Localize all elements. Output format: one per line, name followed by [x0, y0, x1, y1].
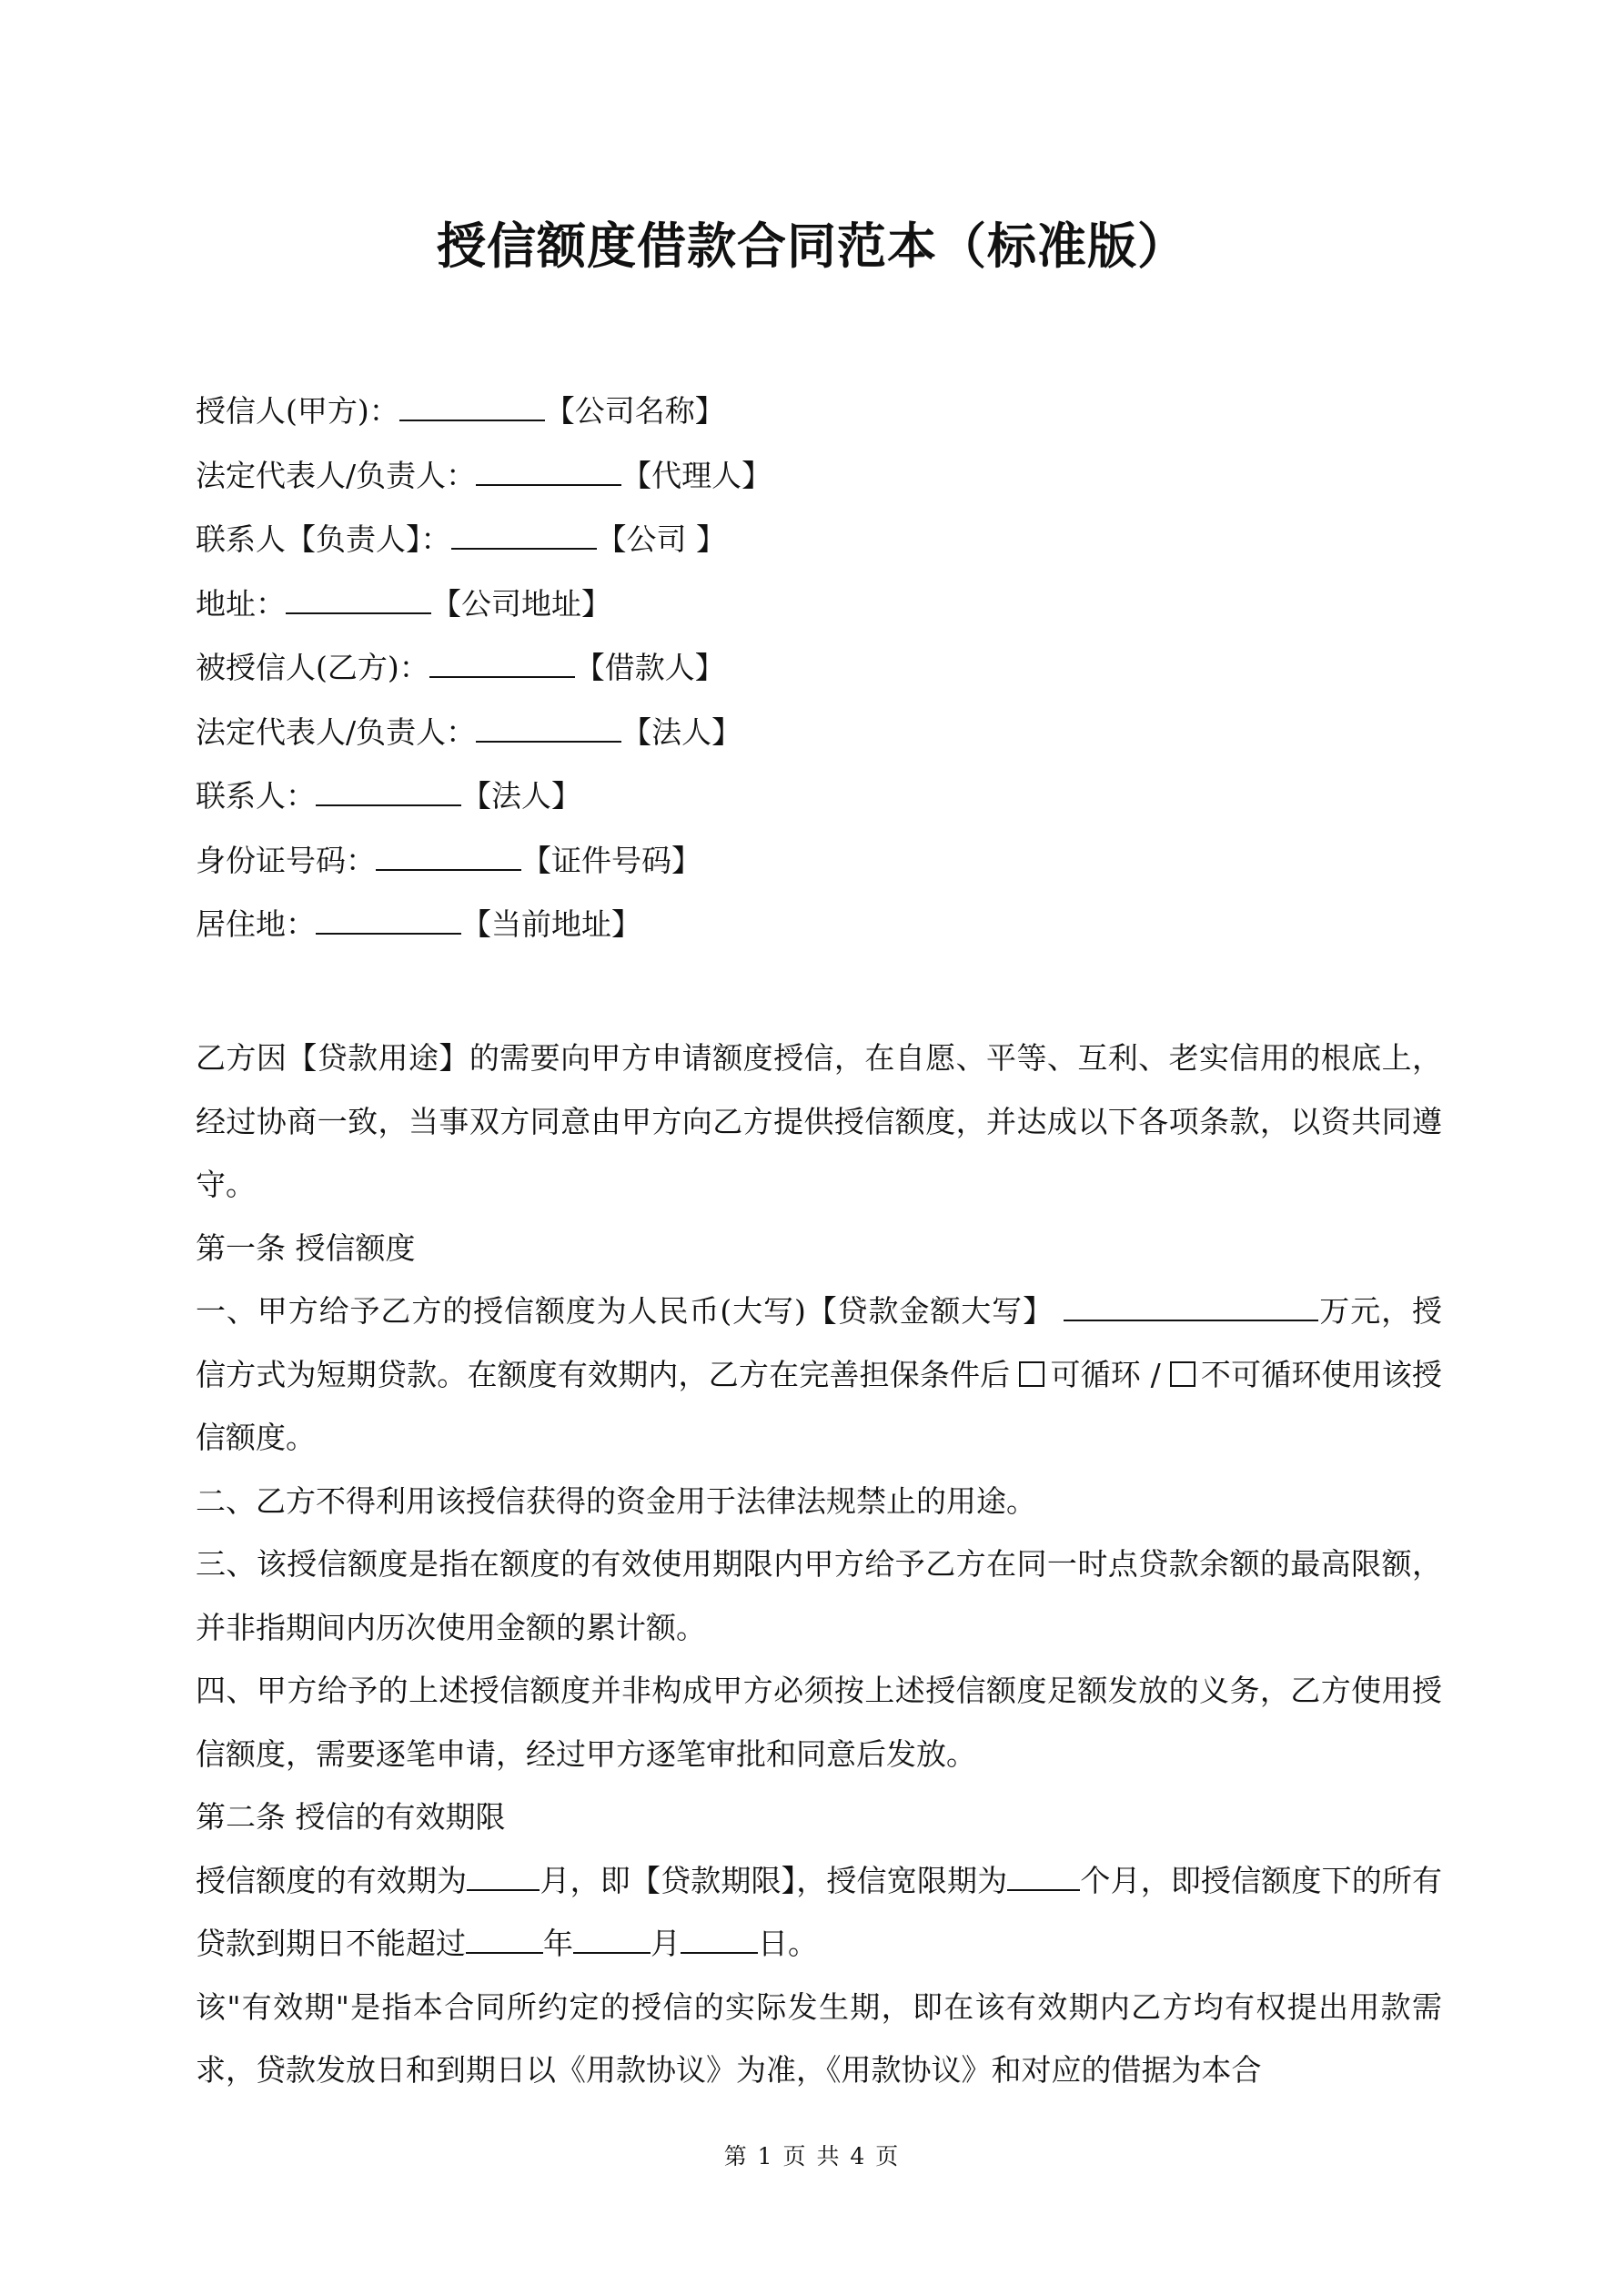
party-note: 【借款人】	[574, 650, 725, 685]
clause-text: 月	[651, 1926, 681, 1961]
fill-blank	[451, 522, 597, 550]
article-1-heading: 第一条 授信额度	[196, 1229, 416, 1266]
fill-blank	[476, 459, 621, 486]
party-line	[196, 639, 1442, 703]
article-2-paragraph-1	[196, 1849, 1442, 1976]
article-1-clause-2: 二、乙方不得利用该授信获得的资金用于法律法规禁止的用途。	[196, 1482, 1036, 1519]
fill-blank	[376, 844, 521, 871]
fill-blank	[466, 1927, 543, 1954]
party-note: 【代理人】	[621, 457, 772, 493]
clause-text: 个月，即授信额度下的所有贷款到期日不能超过	[196, 1862, 1443, 1961]
party-note: 【当前地址】	[461, 906, 641, 942]
fill-blank	[316, 907, 461, 935]
party-info-section	[196, 382, 1442, 960]
clause-text: 月，即【贷款期限】，授信宽限期为	[540, 1862, 1008, 1898]
party-note: 【公司 】	[596, 521, 726, 557]
party-line	[196, 767, 1442, 832]
document-title: 授信额度借款合同范本（标准版）	[437, 217, 1187, 275]
party-line	[196, 511, 1442, 575]
fill-blank	[476, 715, 621, 743]
party-note: 【证件号码】	[521, 842, 701, 878]
party-label: 法定代表人/负责人：	[196, 457, 477, 493]
fill-blank	[573, 1927, 651, 1954]
clause-text: 日。	[758, 1926, 818, 1961]
article-1-clause-4: 四、甲方给予的上述授信额度并非构成甲方必须按上述授信额度足额发放的义务，乙方使用授信额度，需要逐笔申请，经过甲方逐笔审批和同意后发放。	[196, 1673, 1442, 1772]
party-line	[196, 832, 1442, 896]
party-label: 授信人(甲方)：	[196, 393, 399, 429]
amount-blank	[1064, 1294, 1318, 1321]
clause-text: 授信额度的有效期为	[196, 1862, 468, 1898]
intro-paragraph: 乙方因【贷款用途】的需要向甲方申请额度授信，在自愿、平等、互利、老实信用的根底上，经过协商一致，当事双方同意由甲方向乙方提供授信额度，并达成以下各项条款，以资共同遵守。	[196, 1040, 1442, 1202]
clause-text: 年	[543, 1926, 573, 1961]
article-1-clause-1	[196, 1279, 1442, 1470]
fill-blank	[429, 651, 575, 678]
option-revolving: 可循环 /	[1050, 1356, 1161, 1392]
party-label: 联系人【负责人】：	[196, 521, 451, 557]
party-line	[196, 447, 1442, 511]
party-line	[196, 382, 1442, 447]
checkbox-icon[interactable]	[1170, 1361, 1195, 1387]
party-label: 法定代表人/负责人：	[196, 713, 477, 750]
party-note: 【公司地址】	[431, 585, 611, 622]
party-line	[196, 703, 1442, 768]
party-label: 联系人：	[196, 778, 316, 814]
contract-body	[196, 1027, 1442, 2102]
party-note: 【法人】	[621, 713, 742, 750]
option-non-revolving: 不可循环使用该授信额度。	[196, 1356, 1443, 1455]
article-1-clause-3: 三、该授信额度是指在额度的有效使用期限内甲方给予乙方在同一时点贷款余额的最高限额，并非指期间内历次使用金额的累计额。	[196, 1546, 1442, 1645]
article-2-paragraph-2: 该"有效期"是指本合同所约定的授信的实际发生期，即在该有效期内乙方均有权提出用款需求，贷款发放日和到期日以《用款协议》为准，《用款协议》和对应的借据为本合	[196, 1988, 1442, 2088]
fill-blank	[286, 587, 431, 614]
checkbox-icon[interactable]	[1019, 1361, 1044, 1387]
fill-blank	[681, 1927, 758, 1954]
party-label: 居住地：	[196, 906, 316, 942]
party-label: 身份证号码：	[196, 842, 376, 878]
fill-blank	[399, 394, 545, 421]
party-label: 地址：	[196, 585, 286, 622]
party-label: 被授信人(乙方)：	[196, 650, 429, 685]
fill-blank	[467, 1864, 540, 1891]
party-line	[196, 575, 1442, 640]
clause-text: 万元，授信方式为短期贷款。在额度有效期内，乙方在完善担保条件后	[196, 1293, 1443, 1392]
page-footer: 第 1 页 共 4 页	[723, 2143, 901, 2170]
party-line	[196, 895, 1442, 960]
party-note: 【法人】	[461, 778, 581, 814]
party-note: 【公司名称】	[544, 393, 725, 429]
fill-blank	[316, 779, 461, 806]
fill-blank	[1007, 1864, 1080, 1891]
article-2-heading: 第二条 授信的有效期限	[196, 1799, 506, 1835]
clause-text: 一、甲方给予乙方的授信额度为人民币(大写)【贷款金额大写】	[196, 1293, 1054, 1329]
